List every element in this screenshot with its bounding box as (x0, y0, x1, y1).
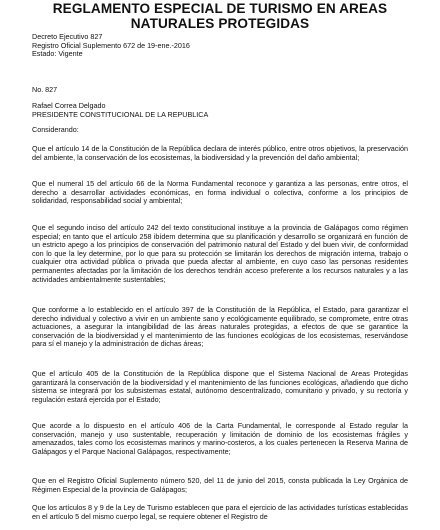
decree-line: Decreto Ejecutivo 827 (32, 32, 103, 41)
signatory-role: PRESIDENTE CONSTITUCIONAL DE LA REPUBLICA (32, 109, 209, 119)
paragraph-6: Que acorde a lo dispuesto en el artículo 406 de la Carta Fundamental, le corresponde al Estado regular la conservación, manejo y uso sustentable, recuperación y limitación de dominio de los ecosistemas frágiles y amenazados, tales como los ecosistemas marinos y marino-costeros, a los cuales pertenecen la Reserva Marina de Galápagos y el Parque Nacional Galápagos, respectivamente; (32, 421, 408, 456)
paragraph-4: Que conforme a lo establecido en el artículo 397 de la Constitución de la República, el Estado, para garantizar el derecho individual y colectivo a vivir en un ambiente sano y ecológicamente equilibrado, se compromete, entre otras actuaciones, a asegurar la intangibilidad de las áreas naturales protegidas, a efectos de que se garantice la conservación de la biodiversidad y el mantenimiento de las funciones ecológicas de los ecosistemas, reservándose para sí el manejo y la administración de dichas áreas; (32, 305, 408, 349)
paragraph-7: Que en el Registro Oficial Suplemento número 520, del 11 de junio del 2015, consta publicada la Ley Orgánica de Régimen Especial de la provincia de Galápagos; (32, 476, 408, 494)
document-title (0, 0, 440, 31)
paragraph-2: Que el numeral 15 del artículo 66 de la Norma Fundamental reconoce y garantiza a las personas, entre otros, el derecho a desarrollar actividades económicas, en forma individual o colectiva, conforme a los principios de solidaridad, responsabilidad social y ambiental; (32, 179, 408, 206)
paragraph-1: Que el artículo 14 de la Constitución de la República declara de interés público, entre otros objetivos, la preservación del ambiente, la conservación de los ecosistemas, la biodiversidad y la prevención del daño ambiental; (32, 144, 408, 162)
signatory-name: Rafael Correa Delgado (32, 101, 106, 110)
registry-line: Registro Oficial Suplemento 672 de 19-ene.-2016 (32, 40, 190, 50)
document-metadata (32, 33, 410, 59)
signatory (32, 102, 410, 119)
title-line-1: REGLAMENTO ESPECIAL DE TURISMO EN AREAS (52, 1, 388, 16)
title-line-2: NATURALES PROTEGIDAS (130, 15, 310, 31)
considering-heading: Considerando: (32, 125, 79, 134)
decree-number: No. 827 (32, 85, 58, 94)
status-line: Estado: Vigente (32, 49, 83, 58)
paragraph-3: Que el segundo inciso del artículo 242 del texto constitucional instituye a la provincia de Galápagos como régimen especial; en tanto que el artículo 258 ibídem determina que su planificación y desarrollo se organizará en función de un estricto apego a los principios de conservación del patrimonio natural del Estado y del buen vivir, de conformidad con lo que la ley determine, por lo que para su protección se limitarán los derechos de migración interna, trabajo o cualquier otra actividad pública o privada que pueda afectar al ambiente, en cuyo caso las personas residentes permanentes afectadas por la limitación de los derechos tendrán acceso preferente a los recursos naturales y a las actividades ambientalmente sustentables; (32, 223, 408, 284)
paragraph-8: Que los artículos 8 y 9 de la Ley de Turismo establecen que para el ejercicio de las actividades turísticas establecidas en el artículo 5 del mismo cuerpo legal, se requiere obtener el Registro de (32, 503, 408, 521)
paragraph-5: Que el artículo 405 de la Constitución de la República dispone que el Sistema Nacional de Areas Protegidas garantizará la conservación de la biodiversidad y el mantenimiento de las funciones ecológicas, añadiendo que dicho sistema se integrará por los subsistemas estatal, autónomo descentralizado, comunitario y privado, y su rectoría y regulación estará ejercida por el Estado; (32, 369, 408, 404)
